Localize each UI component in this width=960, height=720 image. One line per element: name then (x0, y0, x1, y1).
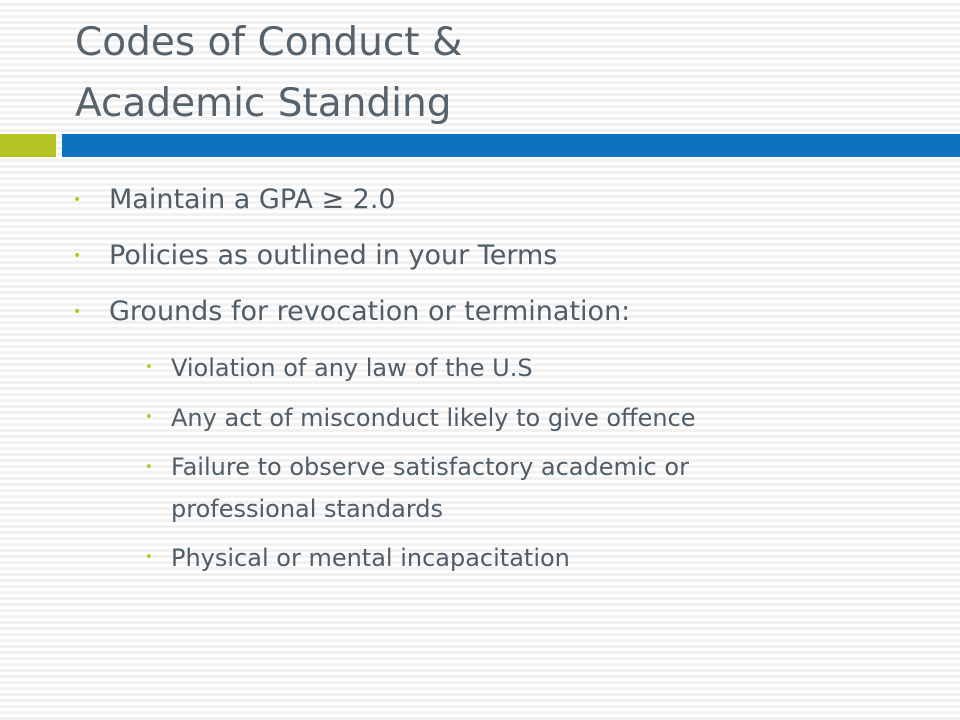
bullet-text: Grounds for revocation or termination: (109, 296, 631, 327)
sub-bullet-dot-icon: • (145, 550, 153, 565)
sub-bullet-text-line-2: professional standards (171, 495, 444, 523)
slide-title-line-2: Academic Standing (75, 81, 452, 126)
bullet-dot-icon: • (73, 192, 82, 208)
sub-bullet-item-misconduct (70, 396, 930, 440)
sub-bullet-text: Violation of any law of the U.S (171, 354, 533, 382)
accent-bar-blue (62, 134, 960, 157)
sub-bullet-group (70, 346, 930, 580)
sub-bullet-text-line-1: Failure to observe satisfactory academic or (171, 453, 689, 481)
bullet-text: Maintain a GPA ≥ 2.0 (109, 184, 396, 215)
bullet-dot-icon: • (73, 304, 82, 320)
slide-title-line-1: Codes of Conduct & (75, 20, 463, 65)
sub-bullet-dot-icon: • (145, 360, 153, 375)
bullet-item-grounds (70, 290, 930, 334)
sub-bullet-item-incapacitation (70, 536, 930, 580)
sub-bullet-item-standards (70, 446, 930, 530)
sub-bullet-list (70, 346, 930, 580)
sub-bullet-text: Any act of misconduct likely to give offence (171, 404, 696, 432)
slide-title (75, 12, 895, 134)
sub-bullet-text: Physical or mental incapacitation (171, 544, 570, 572)
bullet-dot-icon: • (73, 248, 82, 264)
sub-bullet-dot-icon: • (145, 460, 153, 475)
bullet-text: Policies as outlined in your Terms (109, 240, 558, 271)
sub-bullet-item-law-violation (70, 346, 930, 390)
sub-bullet-dot-icon: • (145, 410, 153, 425)
bullet-item-policies (70, 234, 930, 278)
accent-bar-green (0, 134, 56, 157)
bullet-item-gpa (70, 178, 930, 222)
bullet-list (70, 178, 930, 586)
